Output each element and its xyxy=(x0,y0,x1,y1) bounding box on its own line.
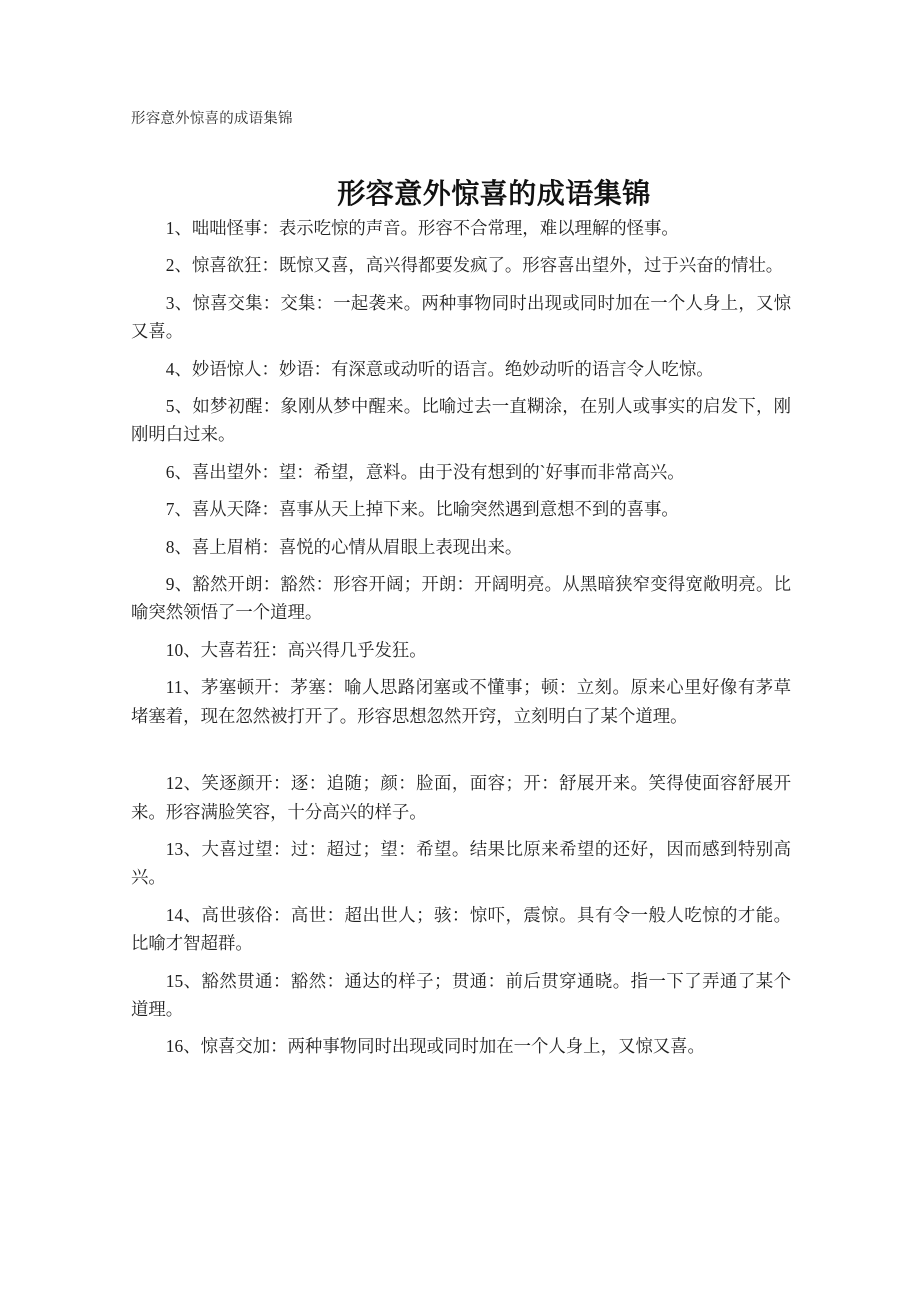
page-title: 形容意外惊喜的成语集锦 xyxy=(337,177,651,209)
list-item: 15、豁然贯通：豁然：通达的样子；贯通：前后贯穿通晓。指一下了弄通了某个道理。 xyxy=(131,970,791,1019)
list-item: 8、喜上眉梢：喜悦的心情从眉眼上表现出来。 xyxy=(165,536,523,557)
list-item: 14、高世骇俗：高世：超出世人；骇：惊吓，震惊。具有令一般人吃惊的才能。比喻才智超群。 xyxy=(131,904,791,954)
list-item: 4、妙语惊人：妙语：有深意或动听的语言。绝妙动听的语言令人吃惊。 xyxy=(165,358,714,379)
list-item: 2、惊喜欲狂：既惊又喜，高兴得都要发疯了。形容喜出望外，过于兴奋的情壮。 xyxy=(165,255,784,276)
list-item: 11、茅塞顿开：茅塞：喻人思路闭塞或不懂事；顿：立刻。原来心里好像有茅草堵塞着，现在忽然被打开了。形容思想忽然开窍，立刻明白了某个道理。 xyxy=(131,677,791,726)
list-item: 16、惊喜交加：两种事物同时出现或同时加在一个人身上，又惊又喜。 xyxy=(165,1036,705,1057)
list-item: 1、咄咄怪事：表示吃惊的声音。形容不合常理，难以理解的怪事。 xyxy=(165,218,679,238)
list-item: 10、大喜若狂：高兴得几乎发狂。 xyxy=(165,639,427,660)
list-item: 9、豁然开朗：豁然：形容开阔；开朗：开阔明亮。从黑暗狭窄变得宽敞明亮。比喻突然领悟了一个道理。 xyxy=(131,574,791,623)
list-item: 13、大喜过望：过：超过；望：希望。结果比原来希望的还好，因而感到特别高兴。 xyxy=(131,838,791,888)
idiom-list xyxy=(131,214,791,1070)
list-item: 3、惊喜交集：交集：一起袭来。两种事物同时出现或同时加在一个人身上，又惊又喜。 xyxy=(131,292,791,342)
running-header: 形容意外惊喜的成语集锦 xyxy=(131,111,293,127)
list-item: 12、笑逐颜开：逐：追随；颜：脸面，面容；开：舒展开来。笑得使面容舒展开来。形容满脸笑容，十分高兴的样子。 xyxy=(131,773,791,822)
list-item: 7、喜从天降：喜事从天上掉下来。比喻突然遇到意想不到的喜事。 xyxy=(165,499,679,520)
list-item: 6、喜出望外：望：希望，意料。由于没有想到的`好事而非常高兴。 xyxy=(165,461,685,482)
list-item: 5、如梦初醒：象刚从梦中醒来。比喻过去一直糊涂，在别人或事实的启发下，刚刚明白过来。 xyxy=(131,396,791,445)
